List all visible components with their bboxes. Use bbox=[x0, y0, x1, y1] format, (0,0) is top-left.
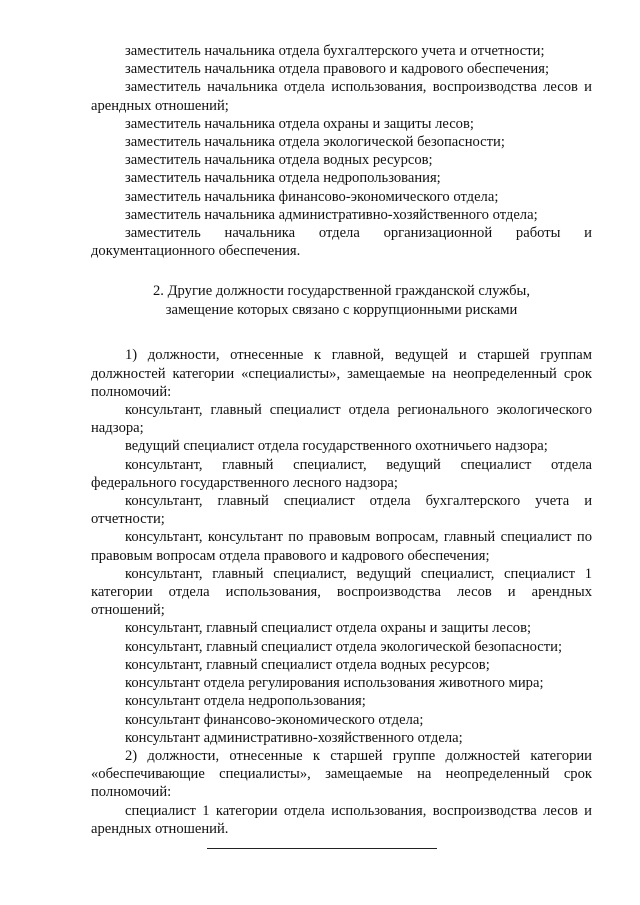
list-item: заместитель начальника административно-хозяйственного отдела; bbox=[125, 206, 538, 223]
list-item: заместитель начальника отдела недропользования; bbox=[125, 170, 441, 187]
section-heading-line: замещение которых связано с коррупционными рисками bbox=[165, 302, 518, 319]
list-item: заместитель начальника отдела охраны и защиты лесов; bbox=[125, 115, 474, 132]
item2-intro: 2) должности, отнесенные к старшей группе должностей категории «обеспечивающие специалисты», замещаемые на неопределенный срок полномочий: bbox=[91, 747, 592, 801]
footer-rule bbox=[207, 848, 437, 849]
item1-intro: 1) должности, отнесенные к главной, ведущей и старшей группам должностей категории «специалисты», замещаемые на неопределенный срок полномочий: bbox=[91, 347, 592, 400]
list-item: консультант финансово-экономического отдела; bbox=[125, 711, 424, 728]
list-item: специалист 1 категории отдела использования, воспроизводства лесов и арендных отношений. bbox=[91, 802, 592, 837]
section-heading bbox=[91, 282, 592, 320]
list-item: консультант, главный специалист, ведущий специалист отдела федерального государственного лесного надзора; bbox=[91, 456, 592, 491]
list-item: консультант, главный специалист отдела охраны и защиты лесов; bbox=[125, 620, 532, 637]
list-supporting-specialists bbox=[91, 802, 592, 838]
list-item: заместитель начальника отдела водных ресурсов; bbox=[125, 152, 433, 169]
list-item: заместитель начальника отдела правового и кадрового обеспечения; bbox=[125, 61, 550, 78]
list-item: консультант, главный специалист отдела бухгалтерского учета и отчетности; bbox=[91, 493, 592, 528]
list-item: заместитель начальника отдела бухгалтерского учета и отчетности; bbox=[125, 43, 545, 59]
list-item: консультант отдела недропользования; bbox=[125, 693, 366, 710]
list-item: консультант, главный специалист, ведущий специалист, специалист 1 категории отдела использования, воспроизводства лесов и арендных отношений; bbox=[91, 565, 592, 619]
list-item: консультант, главный специалист отдела экологической безопасности; bbox=[125, 638, 563, 655]
list-item: заместитель начальника отдела экологической безопасности; bbox=[125, 134, 505, 151]
list-item: консультант, консультант по правовым вопросам, главный специалист по правовым вопросам отдела правового и кадрового обеспечения; bbox=[91, 529, 592, 564]
list-specialists bbox=[91, 401, 592, 747]
section-heading-line: 2. Другие должности государственной гражданской службы, bbox=[153, 283, 530, 300]
list-item: ведущий специалист отдела государственного охотничьего надзора; bbox=[125, 438, 548, 455]
list-item: консультант, главный специалист отдела регионального экологического надзора; bbox=[91, 402, 592, 437]
list-item: заместитель начальника отдела организационной работы и документационного обеспечения. bbox=[91, 225, 592, 260]
list-deputy-heads bbox=[91, 42, 592, 260]
list-item: консультант отдела регулирования использования животного мира; bbox=[125, 675, 544, 692]
list-item: консультант, главный специалист отдела водных ресурсов; bbox=[125, 656, 490, 673]
list-item: заместитель начальника финансово-экономического отдела; bbox=[125, 188, 499, 205]
list-item: заместитель начальника отдела использования, воспроизводства лесов и арендных отношений; bbox=[91, 79, 592, 114]
list-item: консультант административно-хозяйственного отдела; bbox=[125, 729, 463, 746]
